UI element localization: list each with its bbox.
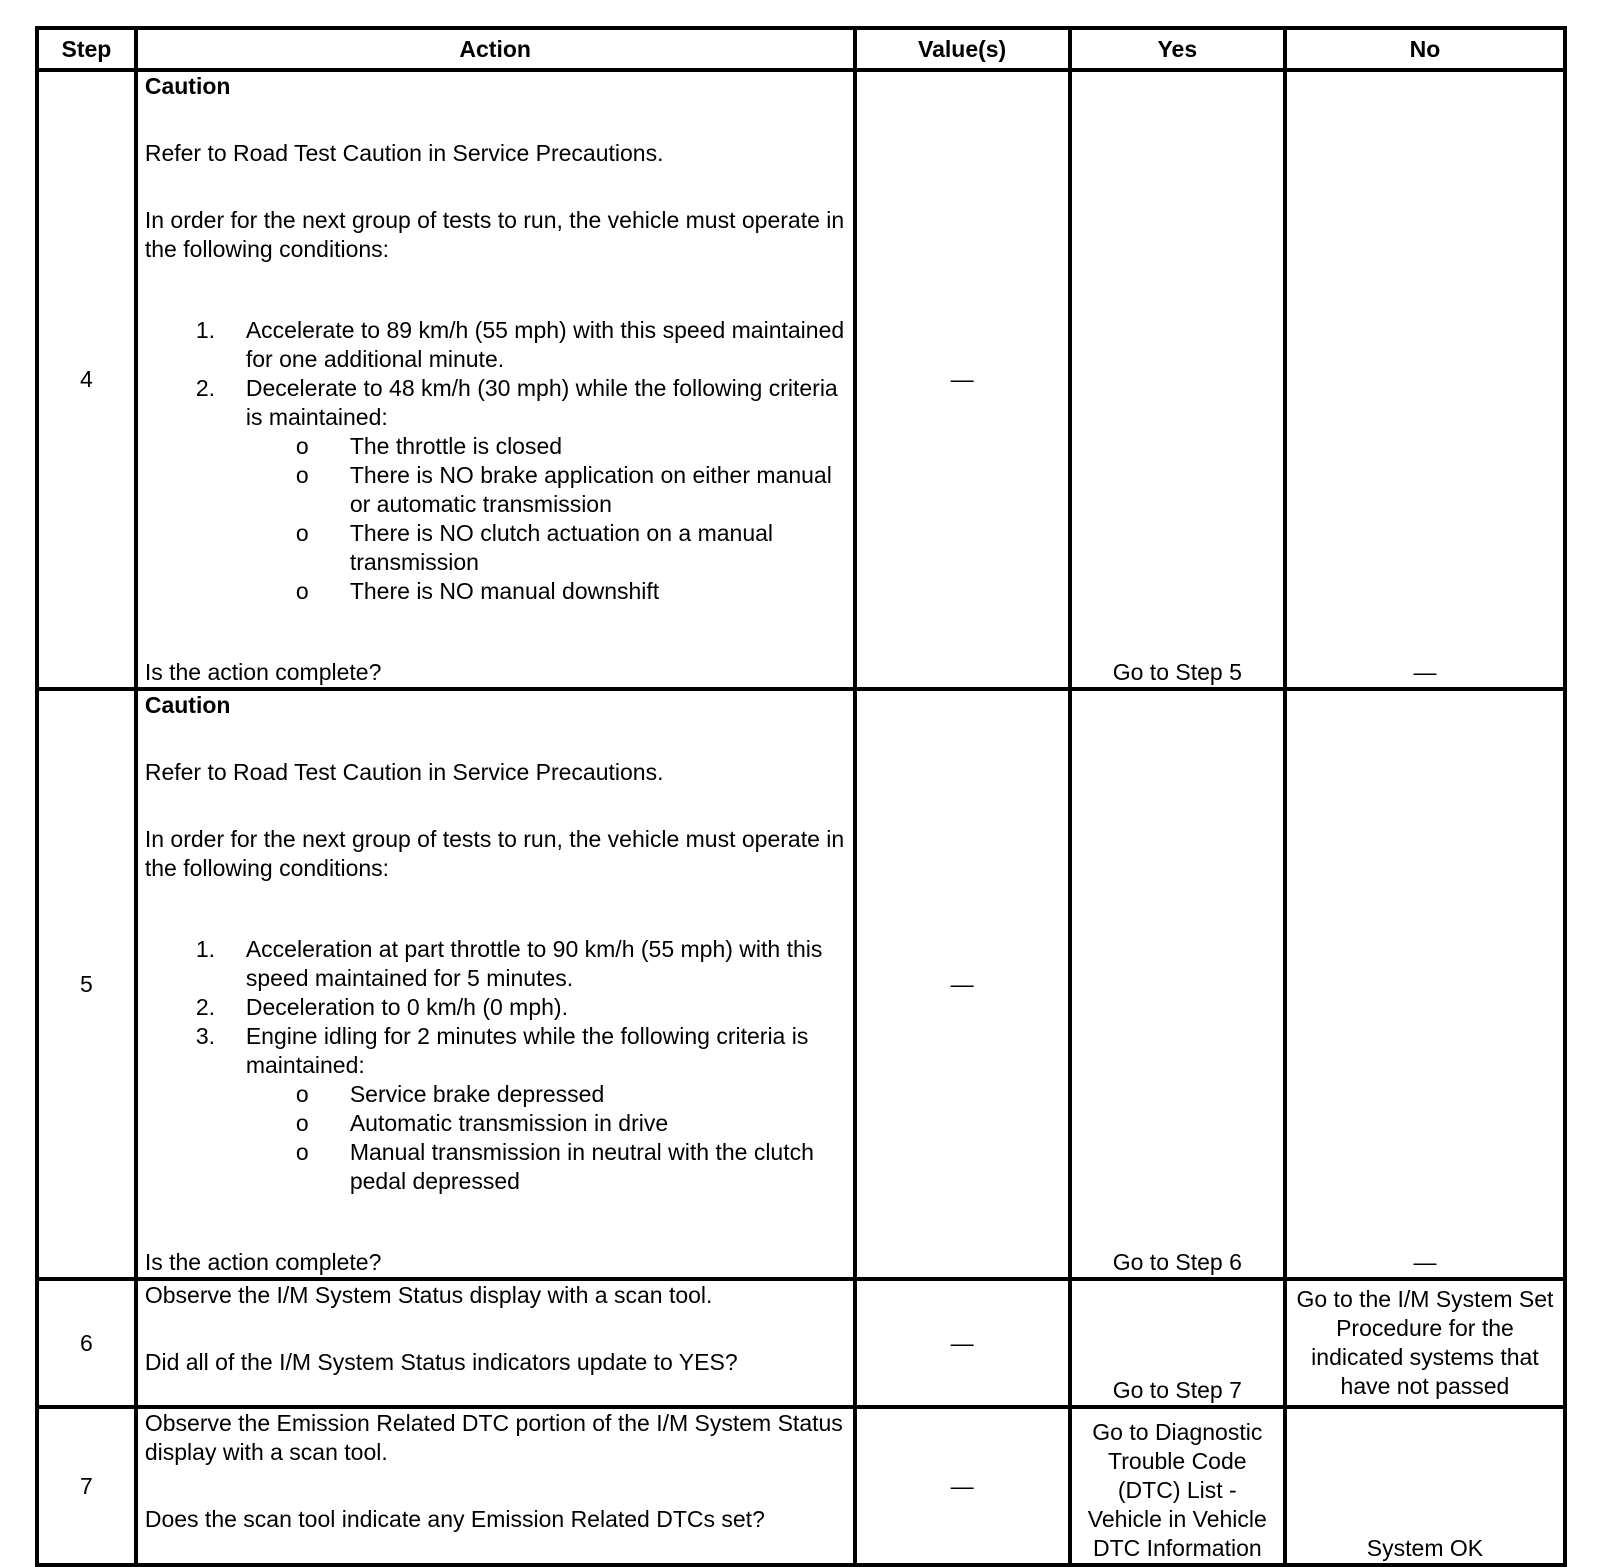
list-number: 3.	[195, 1023, 216, 1049]
yes-cell: Go to Step 7	[1070, 1279, 1285, 1407]
condition-list	[145, 935, 846, 1196]
list-item	[145, 374, 846, 606]
criteria-text: Automatic transmission in drive	[349, 1110, 669, 1136]
action-instruction: Observe the I/M System Status display with a scan tool.	[144, 1282, 713, 1308]
list-item	[145, 935, 846, 993]
criteria-text: There is NO clutch actuation on a manual transmission	[349, 520, 774, 575]
bullet-marker: o	[295, 1110, 309, 1136]
diagnostic-table	[35, 26, 1567, 1567]
list-item-text: Acceleration at part throttle to 90 km/h (55 mph) with this speed maintained for 5 minutes.	[245, 936, 823, 991]
bullet-marker: o	[295, 1081, 309, 1107]
header-step: Step	[37, 28, 136, 70]
bullet-marker: o	[295, 462, 309, 488]
list-item	[145, 316, 846, 374]
criteria-item	[145, 1109, 846, 1138]
header-row	[37, 28, 1565, 70]
conditions-intro: In order for the next group of tests to run, the vehicle must operate in the following conditions:	[144, 826, 845, 881]
list-item	[145, 1022, 846, 1196]
list-number: 2.	[195, 994, 216, 1020]
criteria-text: Service brake depressed	[349, 1081, 605, 1107]
condition-list	[145, 316, 846, 606]
bullet-marker: o	[295, 433, 309, 459]
criteria-item	[145, 519, 846, 577]
bullet-marker: o	[295, 1139, 309, 1165]
criteria-item	[145, 1138, 846, 1196]
step-number: 5	[37, 689, 136, 1279]
header-values: Value(s)	[855, 28, 1070, 70]
value-cell: —	[855, 70, 1070, 689]
table-row-step-4	[37, 70, 1565, 689]
step-number: 6	[37, 1279, 136, 1407]
action-cell	[136, 689, 855, 1279]
action-question: Is the action complete?	[144, 659, 382, 685]
header-action: Action	[136, 28, 855, 70]
value-cell: —	[855, 1407, 1070, 1565]
criteria-list	[246, 1080, 846, 1196]
yes-cell: Go to Step 5	[1070, 70, 1285, 689]
list-item-text: Engine idling for 2 minutes while the following criteria is maintained:	[245, 1023, 809, 1078]
action-cell	[136, 1407, 855, 1565]
conditions-intro: In order for the next group of tests to run, the vehicle must operate in the following conditions:	[144, 207, 845, 262]
table-row-step-5	[37, 689, 1565, 1279]
list-number: 2.	[195, 375, 216, 401]
caution-label: Caution	[144, 692, 231, 718]
list-item-text: Decelerate to 48 km/h (30 mph) while the following criteria is maintained:	[245, 375, 838, 430]
action-question: Did all of the I/M System Status indicators update to YES?	[144, 1349, 738, 1375]
action-question: Does the scan tool indicate any Emission Related DTCs set?	[144, 1506, 765, 1532]
list-number: 1.	[195, 317, 216, 343]
criteria-item	[145, 577, 846, 606]
criteria-text: There is NO manual downshift	[349, 578, 660, 604]
caution-refer-text: Refer to Road Test Caution in Service Precautions.	[144, 140, 664, 166]
action-cell	[136, 70, 855, 689]
caution-refer-text: Refer to Road Test Caution in Service Precautions.	[144, 759, 664, 785]
criteria-item	[145, 432, 846, 461]
bullet-marker: o	[295, 578, 309, 604]
value-cell: —	[855, 689, 1070, 1279]
list-item-text: Accelerate to 89 km/h (55 mph) with this speed maintained for one additional minute.	[245, 317, 845, 372]
no-cell: System OK	[1285, 1407, 1565, 1565]
no-cell: —	[1285, 689, 1565, 1279]
list-number: 1.	[195, 936, 216, 962]
table-row-step-6	[37, 1279, 1565, 1407]
criteria-item	[145, 461, 846, 519]
criteria-text: The throttle is closed	[349, 433, 563, 459]
action-cell	[136, 1279, 855, 1407]
criteria-text: There is NO brake application on either manual or automatic transmission	[349, 462, 832, 517]
step-number: 7	[37, 1407, 136, 1565]
no-cell: Go to the I/M System Set Procedure for the indicated systems that have not passed	[1285, 1279, 1565, 1407]
caution-label: Caution	[144, 73, 231, 99]
table-row-step-7	[37, 1407, 1565, 1565]
no-cell: —	[1285, 70, 1565, 689]
header-no: No	[1285, 28, 1565, 70]
list-item	[145, 993, 846, 1022]
list-item-text: Deceleration to 0 km/h (0 mph).	[245, 994, 568, 1020]
yes-cell: Go to Diagnostic Trouble Code (DTC) List - Vehicle in Vehicle DTC Information	[1070, 1407, 1285, 1565]
action-instruction: Observe the Emission Related DTC portion of the I/M System Status display with a scan tool.	[144, 1410, 843, 1465]
bullet-marker: o	[295, 520, 309, 546]
header-yes: Yes	[1070, 28, 1285, 70]
step-number: 4	[37, 70, 136, 689]
value-cell: —	[855, 1279, 1070, 1407]
action-question: Is the action complete?	[144, 1249, 382, 1275]
criteria-text: Manual transmission in neutral with the clutch pedal depressed	[349, 1139, 814, 1194]
criteria-list	[246, 432, 846, 606]
criteria-item	[145, 1080, 846, 1109]
yes-cell: Go to Step 6	[1070, 689, 1285, 1279]
